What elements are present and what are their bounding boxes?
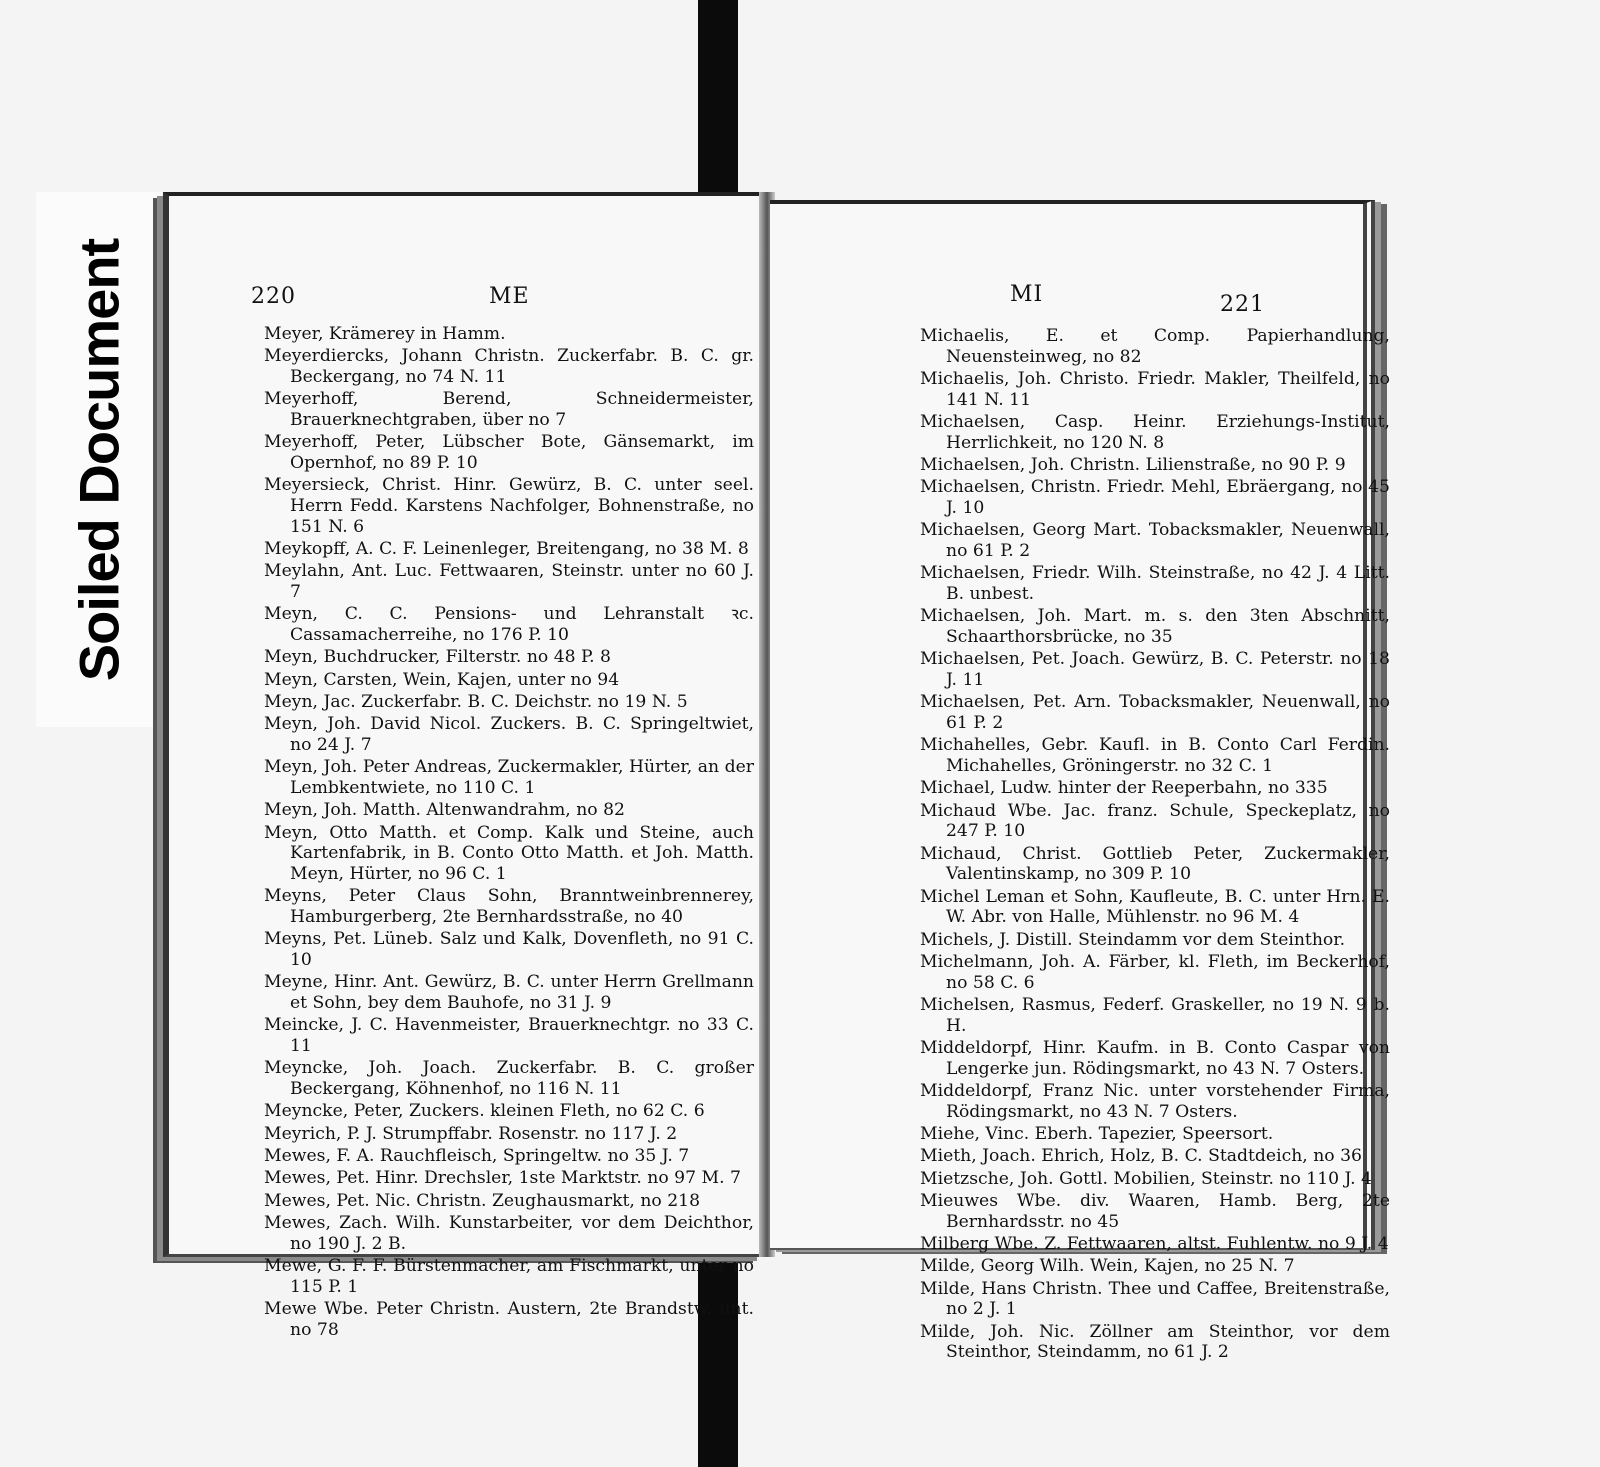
directory-entry: Michaelis, Joh. Christo. Friedr. Makler, Theilfeld, no 141 N. 11 [920, 368, 1390, 410]
directory-entry: Michaelsen, Pet. Arn. Tobacksmakler, Neuenwall, no 61 P. 2 [920, 692, 1390, 733]
directory-entry: Meyncke, Joh. Joach. Zuckerfabr. B. C. großer Beckergang, Köhnenhof, no 116 N. 11 [264, 1058, 754, 1099]
directory-entry: Meyerhoff, Peter, Lübscher Bote, Gänsemarkt, im Opernhof, no 89 P. 10 [264, 432, 754, 473]
directory-entry: Middeldorpf, Hinr. Kaufm. in B. Conto Caspar von Lengerke jun. Rödingsmarkt, no 43 N. 7 Osters. [920, 1037, 1390, 1079]
right-entry-list [920, 326, 1390, 1365]
right-page [770, 200, 1390, 1363]
directory-entry: Meyrich, P. J. Strumpffabr. Rosenstr. no 117 J. 2 [264, 1123, 678, 1144]
directory-entry: Milberg Wbe. Z. Fettwaaren, altst. Fuhlentw. no 9 J. 4 [920, 1234, 1389, 1255]
directory-entry: Mieuwes Wbe. div. Waaren, Hamb. Berg, 2te Bernhardsstr. no 45 [920, 1191, 1390, 1232]
directory-entry: Meyns, Pet. Lüneb. Salz und Kalk, Dovenfleth, no 91 C. 10 [264, 929, 754, 970]
directory-entry: Michelsen, Rasmus, Federf. Graskeller, no 19 N. 9 b. H. [920, 994, 1390, 1036]
directory-entry: Meyne, Hinr. Ant. Gewürz, B. C. unter Herrn Grellmann et Sohn, bey dem Bauhofe, no 31 J. 9 [264, 972, 754, 1013]
directory-entry: Michaelis, E. et Comp. Papierhandlung, Neuensteinweg, no 82 [920, 326, 1390, 367]
directory-entry: Mewe, G. F. F. Bürstenmacher, am Fischmarkt, unter no 115 P. 1 [264, 1256, 754, 1297]
left-page-number: 220 [251, 284, 296, 309]
directory-entry: Meyerhoff, Berend, Schneidermeister, Brauerknechtgraben, über no 7 [264, 389, 754, 430]
directory-entry: Meyns, Peter Claus Sohn, Branntweinbrennerey, Hamburgerberg, 2te Bernhardsstraße, no 40 [264, 886, 754, 927]
directory-entry: Meyn, C. C. Pensions- und Lehranstalt ꝛc. Cassamacherreihe, no 176 P. 10 [264, 604, 754, 645]
directory-entry: Michaelsen, Casp. Heinr. Erziehungs-Institut, Herrlichkeit, no 120 N. 8 [920, 411, 1390, 453]
binding-strap-top [698, 0, 738, 200]
left-entry-list [264, 324, 754, 1342]
directory-entry: Michaelsen, Christn. Friedr. Mehl, Ebräergang, no 45 J. 10 [920, 477, 1390, 518]
right-page-number: 221 [1220, 292, 1265, 317]
directory-entry: Meyn, Jac. Zuckerfabr. B. C. Deichstr. no 19 N. 5 [264, 692, 688, 713]
directory-entry: Miehe, Vinc. Eberh. Tapezier, Speersort. [920, 1123, 1274, 1144]
directory-entry: Mieth, Joach. Ehrich, Holz, B. C. Stadtdeich, no 36 [920, 1146, 1362, 1167]
directory-entry: Meyncke, Peter, Zuckers. kleinen Fleth, no 62 C. 6 [264, 1101, 705, 1122]
directory-entry: Meyn, Joh. David Nicol. Zuckers. B. C. Springeltwiet, no 24 J. 7 [264, 714, 754, 756]
directory-entry: Meyn, Otto Matth. et Comp. Kalk und Steine, auch Kartenfabrik, in B. Conto Otto Matth. et Joh. Matth. Meyn, Hürter, no 96 C. 1 [264, 822, 754, 884]
left-page [163, 192, 763, 1340]
directory-entry: Mewes, Pet. Hinr. Drechsler, 1ste Marktstr. no 97 M. 7 [264, 1168, 741, 1189]
directory-entry: Michel Leman et Sohn, Kaufleute, B. C. unter Hrn. E. W. Abr. von Halle, Mühlenstr. no 96 M. 4 [920, 886, 1390, 928]
directory-entry: Michaud, Christ. Gottlieb Peter, Zuckermakler, Valentinskamp, no 309 P. 10 [920, 843, 1390, 885]
directory-entry: Meyn, Joh. Matth. Altenwandrahm, no 82 [264, 800, 625, 821]
directory-entry: Meyn, Carsten, Wein, Kajen, unter no 94 [264, 669, 620, 690]
directory-entry: Michael, Ludw. hinter der Reeperbahn, no 335 [920, 778, 1328, 799]
directory-entry: Meylahn, Ant. Luc. Fettwaaren, Steinstr. unter no 60 J. 7 [264, 561, 754, 602]
directory-entry: Mewes, Pet. Nic. Christn. Zeughausmarkt, no 218 [264, 1190, 701, 1211]
open-book [155, 192, 1390, 1363]
directory-entry: Mietzsche, Joh. Gottl. Mobilien, Steinstr. no 110 J. 4 [920, 1168, 1372, 1189]
directory-entry: Michelmann, Joh. A. Färber, kl. Fleth, im Beckerhof, no 58 C. 6 [920, 951, 1390, 993]
document-label: Soiled Document [67, 238, 131, 682]
right-running-head: MI [1010, 282, 1044, 307]
directory-entry: Mewe Wbe. Peter Christn. Austern, 2te Brandstw. unt. no 78 [264, 1299, 754, 1340]
directory-entry: Mewes, Zach. Wilh. Kunstarbeiter, vor dem Deichthor, no 190 J. 2 B. [264, 1213, 754, 1254]
directory-entry: Michaelsen, Georg Mart. Tobacksmakler, Neuenwall, no 61 P. 2 [920, 520, 1390, 561]
directory-entry: Michels, J. Distill. Steindamm vor dem Steinthor. [920, 929, 1346, 950]
directory-entry: Meyerdiercks, Johann Christn. Zuckerfabr. B. C. gr. Beckergang, no 74 N. 11 [264, 346, 754, 387]
directory-entry: Meincke, J. C. Havenmeister, Brauerknechtgr. no 33 C. 11 [264, 1015, 754, 1056]
directory-entry: Meyn, Buchdrucker, Filterstr. no 48 P. 8 [264, 647, 611, 668]
directory-entry: Milde, Hans Christn. Thee und Caffee, Breitenstraße, no 2 J. 1 [920, 1278, 1390, 1320]
directory-entry: Michaud Wbe. Jac. franz. Schule, Speckeplatz, no 247 P. 10 [920, 800, 1390, 842]
directory-entry: Meyn, Joh. Peter Andreas, Zuckermakler, Hürter, an der Lembkentwiete, no 110 C. 1 [264, 757, 754, 799]
directory-entry: Milde, Joh. Nic. Zöllner am Steinthor, vor dem Steinthor, Steindamm, no 61 J. 2 [920, 1321, 1390, 1363]
directory-entry: Michaelsen, Joh. Mart. m. s. den 3ten Abschnitt, Schaarthorsbrücke, no 35 [920, 606, 1390, 647]
directory-entry: Milde, Georg Wilh. Wein, Kajen, no 25 N. 7 [920, 1256, 1295, 1277]
directory-entry: Meyersieck, Christ. Hinr. Gewürz, B. C. unter seel. Herrn Fedd. Karstens Nachfolger, Bohnenstraße, no 151 N. 6 [264, 475, 754, 537]
directory-entry: Michaelsen, Pet. Joach. Gewürz, B. C. Peterstr. no 18 J. 11 [920, 649, 1390, 690]
directory-entry: Michahelles, Gebr. Kaufl. in B. Conto Carl Ferdin. Michahelles, Gröningerstr. no 32 C. 1 [920, 735, 1390, 776]
directory-entry: Michaelsen, Joh. Christn. Lilienstraße, no 90 P. 9 [920, 454, 1346, 475]
directory-entry: Meykopff, A. C. F. Leinenleger, Breitengang, no 38 M. 8 [264, 538, 749, 559]
directory-entry: Middeldorpf, Franz Nic. unter vorstehender Firma, Rödingsmarkt, no 43 N. 7 Osters. [920, 1080, 1390, 1122]
directory-entry: Mewes, F. A. Rauchfleisch, Springeltw. no 35 J. 7 [264, 1146, 690, 1167]
left-running-head: ME [489, 284, 530, 309]
directory-entry: Michaelsen, Friedr. Wilh. Steinstraße, no 42 J. 4 Litt. B. unbest. [920, 563, 1390, 604]
directory-entry: Meyer, Krämerey in Hamm. [264, 324, 506, 344]
